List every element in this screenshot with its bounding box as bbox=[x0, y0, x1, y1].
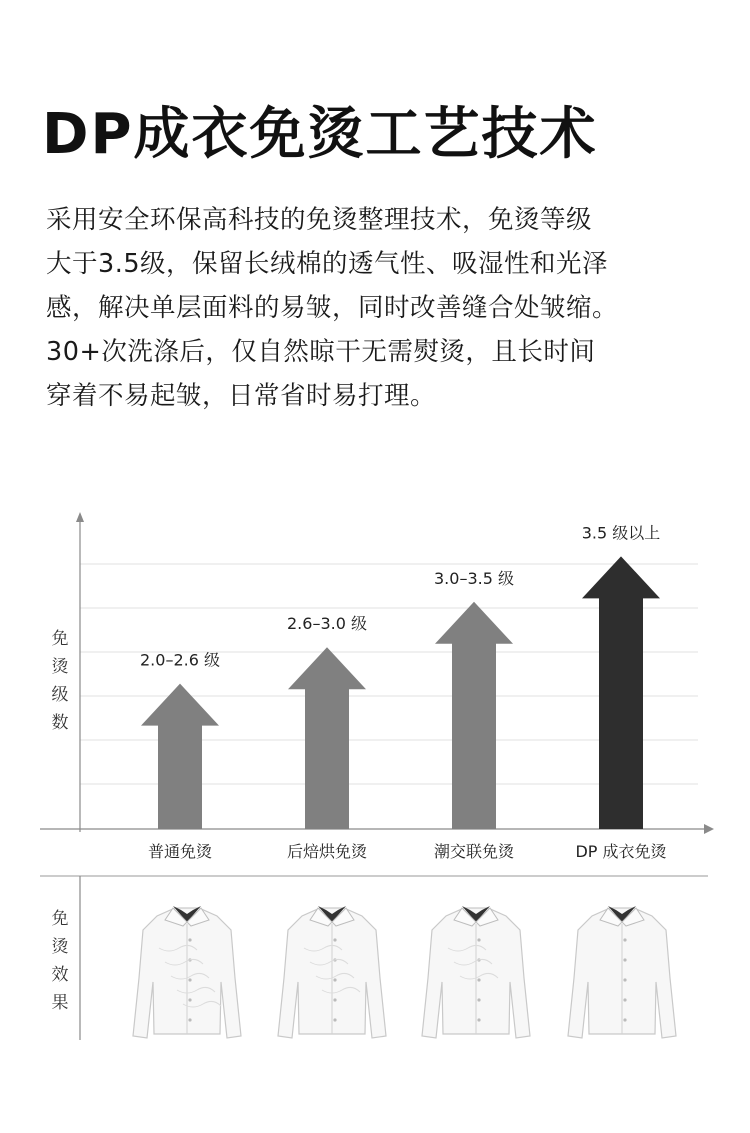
category-label: DP 成衣免烫 bbox=[575, 842, 667, 861]
bar-arrow bbox=[288, 647, 366, 829]
description-line: 采用安全环保高科技的免烫整理技术，免烫等级 bbox=[46, 205, 593, 235]
value-label: 3.5 级以上 bbox=[581, 523, 661, 543]
y-axis-label-char: 数 bbox=[51, 713, 69, 733]
category-label: 后焙烘免烫 bbox=[286, 842, 368, 861]
y-axis-label-char: 免 bbox=[51, 629, 69, 649]
shirt-icon bbox=[278, 906, 386, 1038]
description-line: 感，解决单层面料的易皱，同时改善缝合处皱缩。 bbox=[46, 293, 619, 323]
value-label: 2.6–3.0 级 bbox=[287, 614, 367, 634]
description-line: 30+次洗涤后，仅自然晾干无需熨烫，且长时间 bbox=[46, 337, 596, 367]
value-label: 3.0–3.5 级 bbox=[434, 568, 514, 588]
effect-label-char: 烫 bbox=[51, 937, 69, 957]
effect-label-char: 效 bbox=[51, 965, 69, 985]
y-axis-arrow bbox=[76, 512, 84, 522]
y-axis-label-char: 烫 bbox=[51, 657, 69, 677]
y-axis-label bbox=[52, 629, 69, 733]
shirt-icon bbox=[422, 906, 530, 1038]
page-title: DP成衣免烫工艺技术 bbox=[42, 102, 598, 167]
category-label: 普通免烫 bbox=[147, 842, 213, 861]
y-axis-label-char: 级 bbox=[51, 685, 69, 705]
value-label: 2.0–2.6 级 bbox=[140, 650, 220, 670]
effect-row-label bbox=[52, 909, 69, 1013]
shirt-icon bbox=[133, 906, 241, 1038]
bar-arrow bbox=[435, 602, 513, 829]
bar-arrow bbox=[141, 684, 219, 829]
ironing-grade-chart bbox=[0, 500, 750, 1060]
bar-arrow bbox=[582, 556, 660, 829]
x-axis-arrow bbox=[704, 824, 714, 834]
effect-label-char: 果 bbox=[51, 993, 69, 1013]
value-labels bbox=[140, 523, 660, 669]
effect-images bbox=[133, 906, 676, 1038]
category-label: 潮交联免烫 bbox=[433, 842, 515, 861]
description-line: 大于3.5级，保留长绒棉的透气性、吸湿性和光泽 bbox=[46, 249, 609, 279]
bars bbox=[141, 556, 660, 829]
description bbox=[46, 198, 726, 418]
effect-label-char: 免 bbox=[51, 909, 69, 929]
description-line: 穿着不易起皱，日常省时易打理。 bbox=[46, 381, 437, 411]
category-labels bbox=[148, 842, 667, 861]
shirt-icon bbox=[568, 906, 676, 1038]
